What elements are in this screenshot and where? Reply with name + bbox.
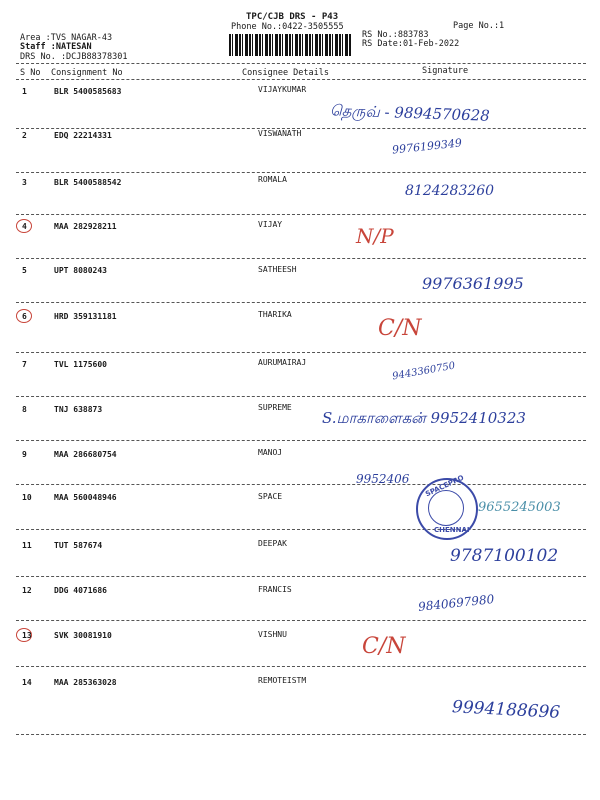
row-13-sno: 13 (22, 631, 32, 640)
row-1-consignment: BLR 5400585683 (54, 87, 122, 96)
row-divider (16, 172, 586, 173)
row-4-consignment: MAA 282928211 (54, 222, 117, 231)
row-5-consignment: UPT 8080243 (54, 266, 107, 275)
row-3-signature: 8124283260 (405, 183, 495, 199)
row-8-signature: S.மாகாளைகன் 9952410323 (322, 409, 526, 427)
drs-number: DRS No. :DCJB88378301 (20, 52, 128, 62)
row-divider (16, 440, 586, 441)
row-6-sno: 6 (22, 312, 27, 321)
rs-number: RS No.:883783 (362, 30, 429, 40)
company-stamp (416, 473, 478, 540)
page-title: TPC/CJB DRS - P43 (246, 12, 339, 22)
column-header-divider (16, 79, 586, 80)
row-8-sno: 8 (22, 405, 27, 414)
row-divider (16, 576, 586, 577)
phone-number: Phone No.:0422-3505555 (231, 22, 344, 32)
row-7-sno: 7 (22, 360, 27, 369)
row-11-consignment: TUT 587674 (54, 541, 103, 550)
row-5-sno: 5 (22, 266, 27, 275)
row-14-signature: 9994188696 (451, 697, 561, 723)
row-8-consignee: SUPREME (258, 403, 292, 412)
rs-date: RS Date:01-Feb-2022 (362, 39, 460, 49)
barcode (229, 34, 351, 56)
row-divider (16, 484, 586, 485)
row-9-consignee: MANOJ (258, 448, 283, 457)
row-5-consignee: SATHEESH (258, 265, 297, 274)
row-14-consignment: MAA 285363028 (54, 678, 117, 687)
row-divider (16, 352, 586, 353)
row-5-signature: 9976361995 (422, 274, 524, 293)
row-6-consignment: HRD 359131181 (54, 312, 117, 321)
row-divider (16, 396, 586, 397)
area-label: Area :TVS NAGAR-43 (20, 33, 113, 43)
row-3-consignment: BLR 5400588542 (54, 178, 122, 187)
row-13-signature: C/N (362, 634, 406, 659)
column-header-consignment: Consignment No (51, 68, 123, 78)
row-1-consignee: VIJAYKUMAR (258, 85, 307, 94)
row-10-signature: 9655245003 (478, 500, 561, 515)
row-13-consignment: SVK 30081910 (54, 631, 112, 640)
column-header-consignee: Consignee Details (242, 68, 329, 78)
row-4-signature: N/P (356, 224, 394, 248)
row-2-sno: 2 (22, 131, 27, 140)
row-divider (16, 620, 586, 621)
row-divider (16, 258, 586, 259)
row-6-consignee: THARIKA (258, 310, 292, 319)
page-number: Page No.:1 (453, 21, 505, 31)
row-12-sno: 12 (22, 586, 32, 595)
row-11-consignee: DEEPAK (258, 539, 287, 548)
row-divider (16, 734, 586, 735)
row-8-consignment: TNJ 638873 (54, 405, 103, 414)
row-1-signature: தெருவ் - 9894570628 (329, 101, 491, 125)
row-1-sno: 1 (22, 87, 27, 96)
row-10-sno: 10 (22, 493, 32, 502)
row-2-consignee: VISWANATH (258, 129, 302, 138)
row-7-consignee: AURUMAIRAJ (258, 358, 307, 367)
row-13-consignee: VISHNU (258, 630, 287, 639)
row-12-signature: 9840697980 (417, 592, 495, 614)
row-14-consignee: REMOTEISTM (258, 676, 307, 685)
row-divider (16, 529, 586, 530)
row-divider (16, 214, 586, 215)
row-12-consignee: FRANCIS (258, 585, 292, 594)
stamp-bottom-text: CHENNAI (434, 526, 470, 534)
row-10-consignee: SPACE (258, 492, 283, 501)
row-4-sno: 4 (22, 222, 27, 231)
row-9-sno: 9 (22, 450, 27, 459)
row-2-signature: 9976199349 (391, 136, 463, 157)
row-12-consignment: DDG 4071686 (54, 586, 107, 595)
row-11-sno: 11 (22, 541, 32, 550)
row-4-consignee: VIJAY (258, 220, 283, 229)
row-divider (16, 666, 586, 667)
staff-label: Staff :NATESAN (20, 42, 92, 52)
row-10-consignment: MAA 560048946 (54, 493, 117, 502)
row-3-consignee: ROMALA (258, 175, 287, 184)
row-9-signature: 9952406 (356, 472, 410, 486)
stamp-top-text: SPACEPRO (424, 473, 466, 499)
row-6-signature: C/N (378, 316, 422, 341)
row-7-signature: 9443360750 (391, 360, 457, 383)
column-header-signature: Signature (422, 66, 469, 76)
row-2-consignment: EDQ 22214331 (54, 131, 112, 140)
row-9-consignment: MAA 286680754 (54, 450, 117, 459)
row-divider (16, 302, 586, 303)
column-header-sno: S No (20, 68, 41, 78)
header-divider (16, 63, 586, 64)
row-11-signature: 9787100102 (450, 546, 559, 566)
row-7-consignment: TVL 1175600 (54, 360, 107, 369)
row-3-sno: 3 (22, 178, 27, 187)
row-14-sno: 14 (22, 678, 32, 687)
